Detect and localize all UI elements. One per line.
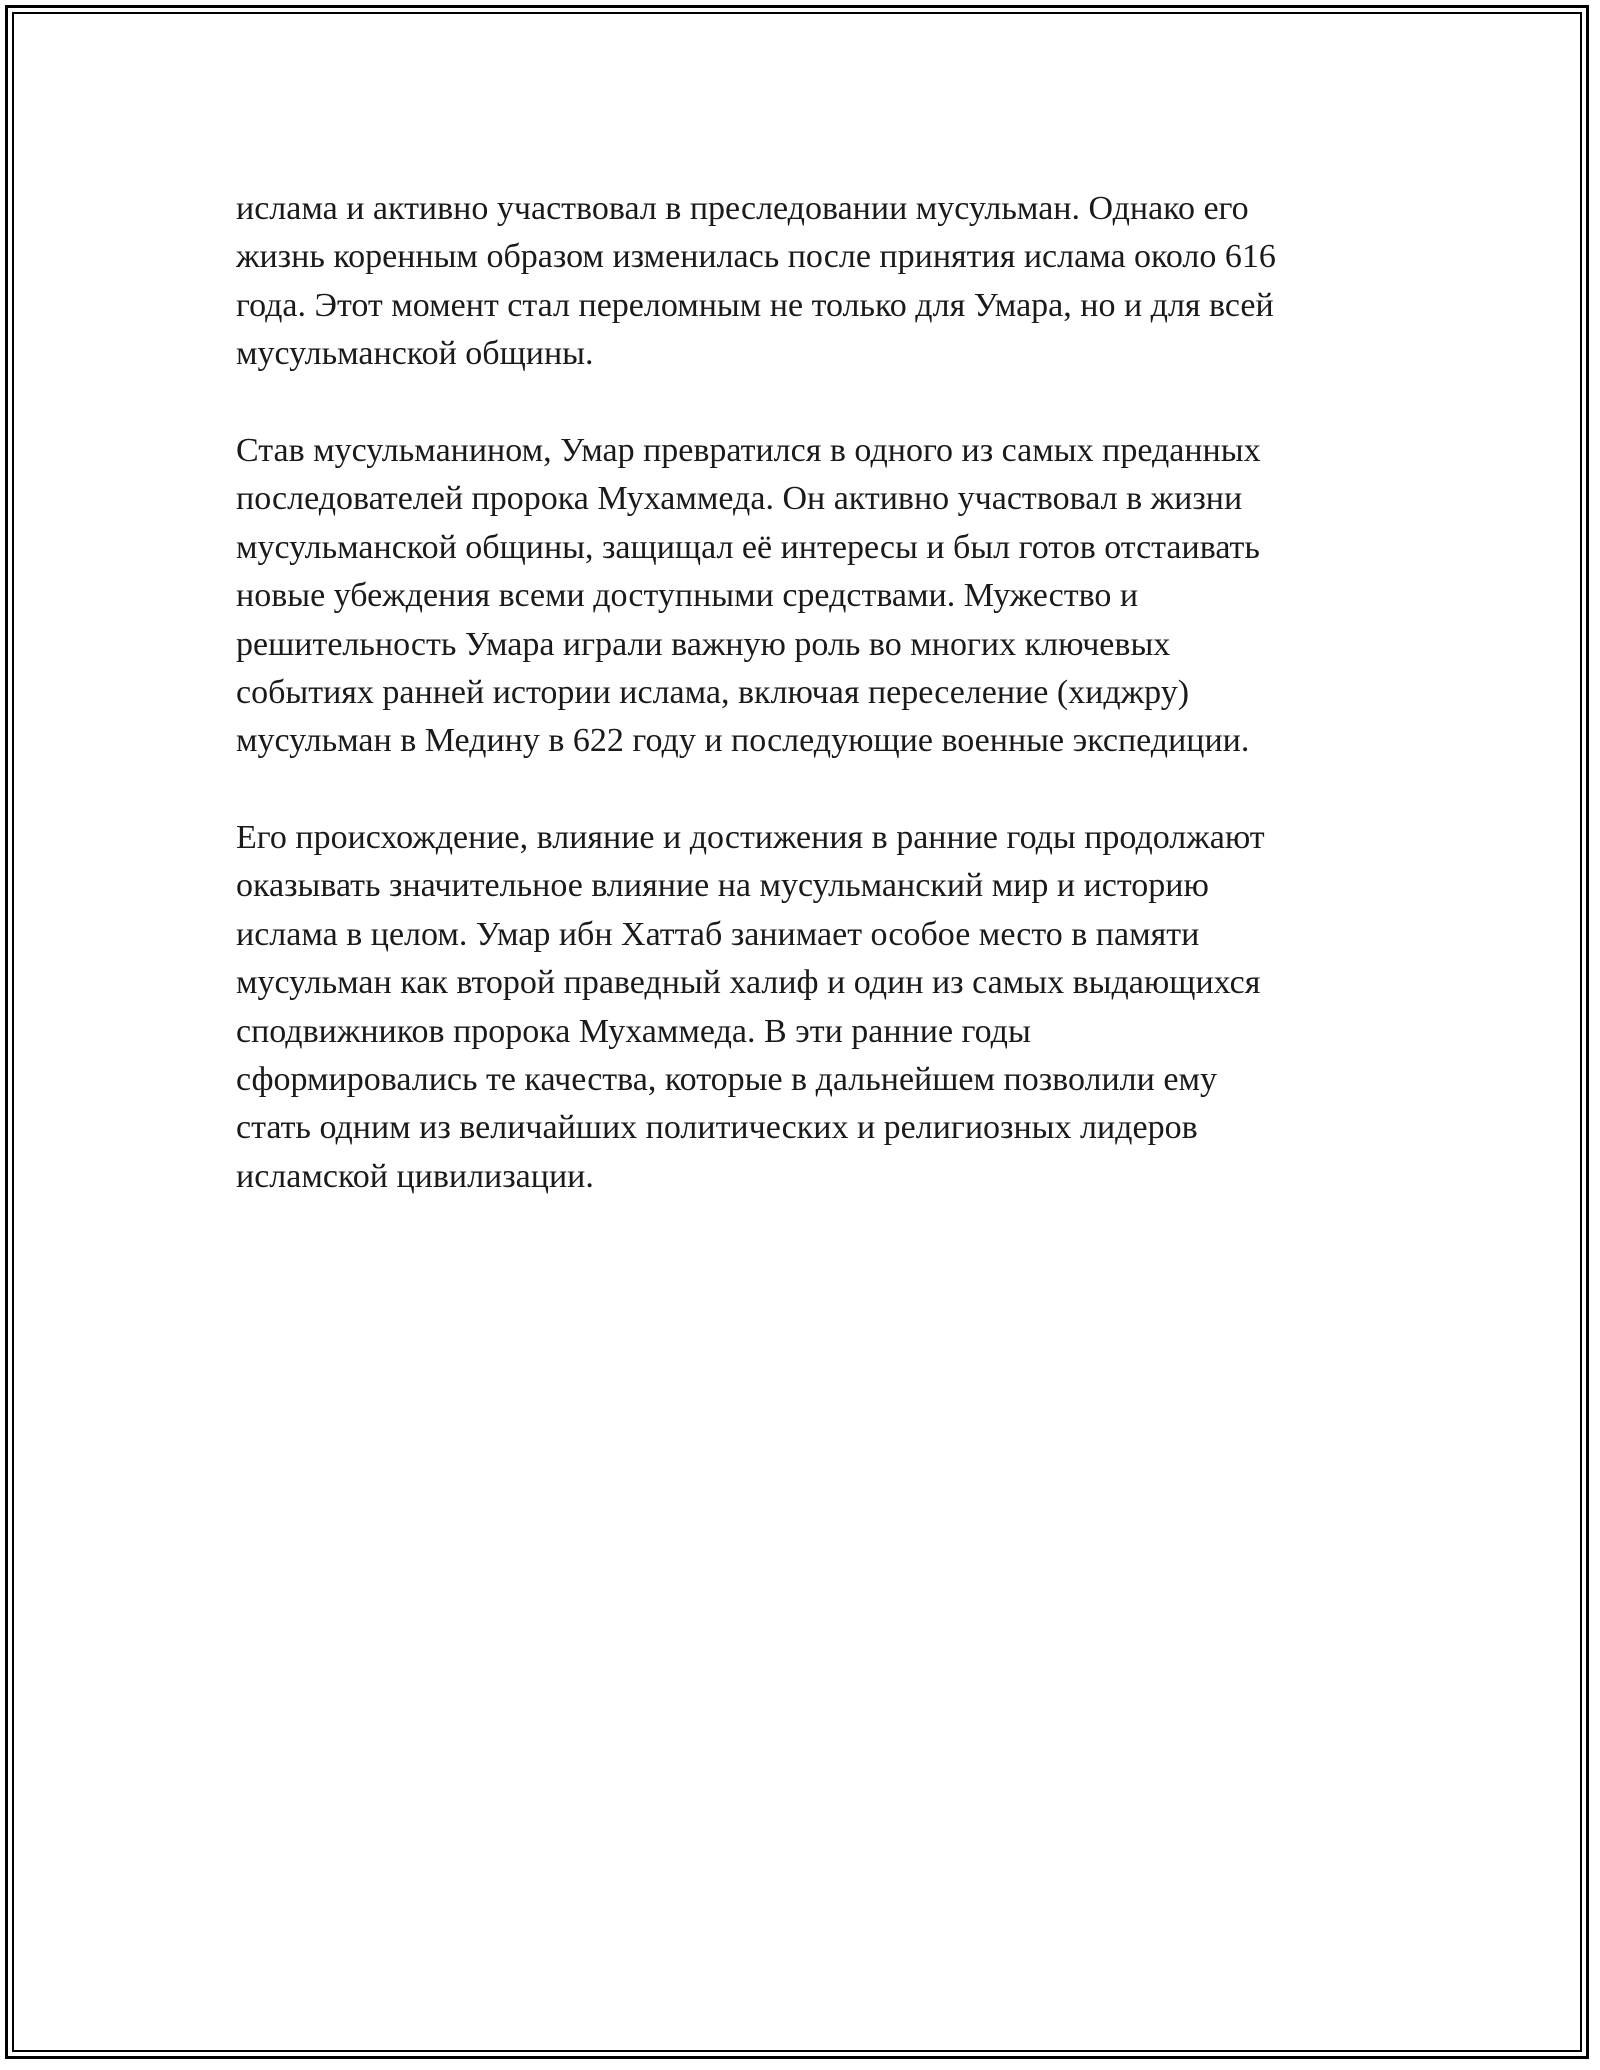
text-line: событиях ранней истории ислама, включая переселение (хиджру) <box>236 673 1190 711</box>
text-line: решительность Умара играли важную роль во многих ключевых <box>236 625 1171 663</box>
text-line: новые убеждения всеми доступными средствами. Мужество и <box>236 577 1139 615</box>
text-line: мусульман в Медину в 622 году и последующие военные экспедиции. <box>236 722 1250 760</box>
text-line: оказывать значительное влияние на мусульманский мир и историю <box>236 867 1209 905</box>
paragraph-1 <box>236 185 1406 379</box>
text-line: сформировались те качества, которые в дальнейшем позволили ему <box>236 1061 1217 1099</box>
text-line: мусульман как второй праведный халиф и один из самых выдающихся <box>236 964 1261 1002</box>
text-line: сподвижников пророка Мухаммеда. В эти ранние годы <box>236 1012 1031 1050</box>
text-line: мусульманской общины, защищал её интересы и был готов отстаивать <box>236 528 1260 566</box>
paragraph-2 <box>236 427 1406 766</box>
text-line: жизнь коренным образом изменилась после принятия ислама около 616 <box>236 238 1276 276</box>
text-line: стать одним из величайших политических и религиозных лидеров <box>236 1109 1198 1147</box>
text-line: мусульманской общины. <box>236 335 594 373</box>
text-line: исламской цивилизации. <box>236 1157 594 1195</box>
text-line: последователей пророка Мухаммеда. Он активно участвовал в жизни <box>236 480 1243 518</box>
document-body <box>236 185 1406 1201</box>
text-line: Его происхождение, влияние и достижения в ранние годы продолжают <box>236 819 1265 857</box>
text-line: Став мусульманином, Умар превратился в одного из самых преданных <box>236 431 1261 469</box>
text-line: ислама в целом. Умар ибн Хаттаб занимает особое место в памяти <box>236 915 1200 953</box>
text-line: года. Этот момент стал переломным не только для Умара, но и для всей <box>236 286 1274 324</box>
text-line: ислама и активно участвовал в преследовании мусульман. Однако его <box>236 190 1249 227</box>
paragraph-3 <box>236 814 1406 1201</box>
